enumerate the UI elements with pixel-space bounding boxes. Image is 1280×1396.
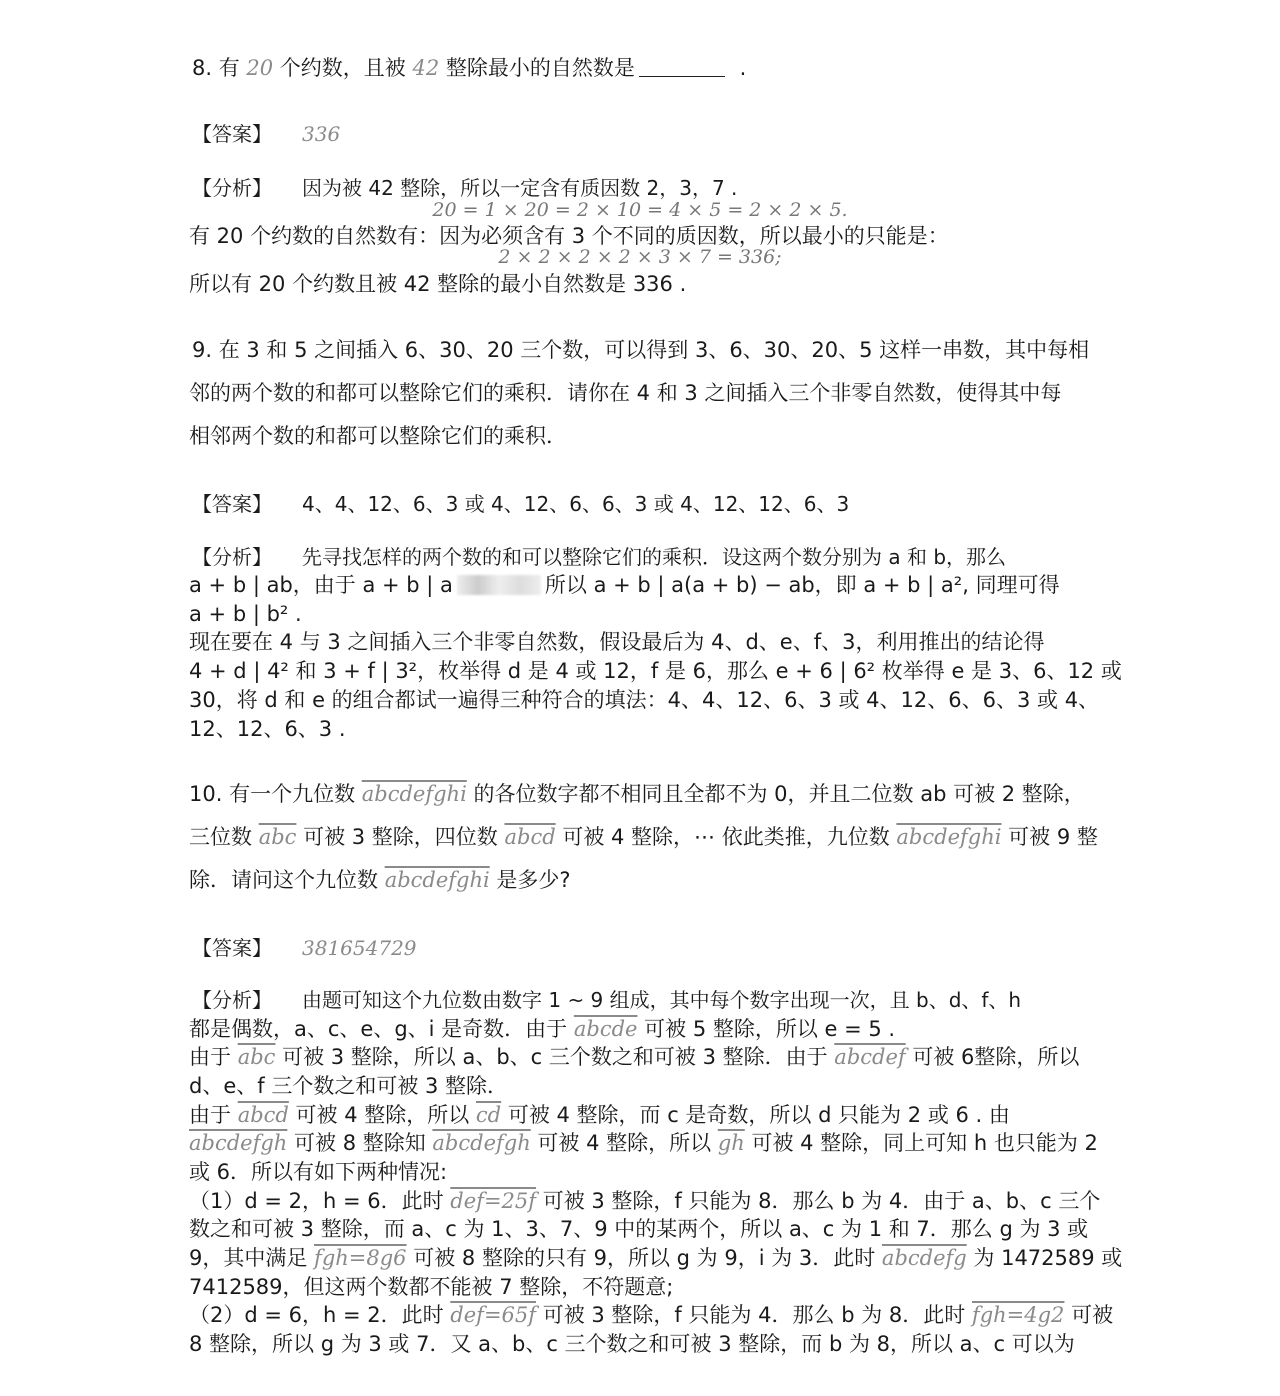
answer-label: 【答案】 xyxy=(192,122,272,146)
overlined-number: fgh=8g6 xyxy=(314,1246,407,1270)
analysis-text: 为 1472589 或 xyxy=(966,1246,1123,1270)
analysis-10-line-12 xyxy=(189,1301,1113,1329)
analysis-text: （1）d = 2，h = 6．此时 xyxy=(189,1189,451,1213)
blurred-region xyxy=(457,575,541,595)
analysis-text: a + b | ab，由于 a + b | a xyxy=(189,573,453,597)
analysis-text: 数之和可被 3 整除，而 a、c 为 1、3、7、9 中的某两个，所以 a、c 为 1 和 7．那么 g 为 3 或 xyxy=(189,1217,1089,1241)
q10-text: 可被 4 整除，⋯ 依此类推，九位数 xyxy=(555,825,897,849)
analysis-text: 可被 3 整除，所以 a、b、c 三个数之和可被 3 整除．由于 xyxy=(275,1045,835,1069)
analysis-10-line-3 xyxy=(189,1043,1079,1071)
analysis-text: 可被 5 整除，所以 e = 5 . xyxy=(637,1017,896,1041)
q8-text: 个约数，且被 xyxy=(273,56,413,80)
overlined-number: $\overline{abc}$ xyxy=(258,825,297,849)
analysis-9-line-1 xyxy=(192,543,1006,571)
q10-text: 的各位数字都不相同且全都不为 0，并且二位数 ab 可被 2 整除， xyxy=(466,782,1085,806)
answer-value: 381654729 xyxy=(302,936,417,960)
q10-text: 三位数 xyxy=(189,825,259,849)
analysis-text: 先寻找怎样的两个数的和可以整除它们的乘积．设这两个数分别为 a 和 b，那么 xyxy=(302,545,1007,569)
answer-value: 336 xyxy=(302,122,341,146)
question-9-line-1: 9. 在 3 和 5 之间插入 6、30、20 三个数，可以得到 3、6、30、20、5 这样一串数，其中每相 xyxy=(192,338,1090,362)
q10-text: 除．请问这个九位数 xyxy=(189,868,385,892)
q8-number: 20 xyxy=(246,56,274,80)
analysis-text: 8 整除，所以 g 为 3 或 7．又 a、b、c 三个数之和可被 3 整除，而 b 为 8，所以 a、c 可以为 xyxy=(189,1332,1075,1356)
analysis-text: 可被 6整除，所以 xyxy=(905,1045,1080,1069)
analysis-10-line-1 xyxy=(192,986,1021,1014)
analysis-8-line-1 xyxy=(192,174,737,202)
question-10-line-2 xyxy=(189,823,1098,851)
overlined-number: $\overline{cd}$ xyxy=(475,1103,502,1127)
analysis-10-line-8 xyxy=(189,1187,1100,1215)
q8-number: 42 xyxy=(412,56,440,80)
q8-text: 8. 有 xyxy=(192,56,247,80)
analysis-text: （2）d = 6，h = 2．此时 xyxy=(189,1303,451,1327)
overlined-number: fgh=4g2 xyxy=(971,1303,1065,1327)
analysis-text: 因为被 42 整除，所以一定含有质因数 2，3，7 . xyxy=(302,176,738,200)
analysis-label: 【分析】 xyxy=(192,176,272,200)
analysis-text: 所以有 20 个约数且被 42 整除的最小自然数是 336 . xyxy=(189,272,687,296)
answer-blank xyxy=(639,58,725,77)
analysis-text: 4 + d | 4² 和 3 + f | 3²，枚举得 d 是 4 或 12，f 是 6，那么 e + 6 | 6² 枚举得 e 是 3、6、12 或 xyxy=(189,659,1122,683)
analysis-text: d、e、f 三个数之和可被 3 整除． xyxy=(189,1074,509,1098)
equation: 2 × 2 × 2 × 2 × 3 × 7 = 336; xyxy=(498,246,782,268)
analysis-10-line-5 xyxy=(189,1101,1010,1129)
q10-text: 可被 9 整 xyxy=(1001,825,1098,849)
overlined-number: abcdefghi xyxy=(384,868,490,892)
overlined-number: abcd xyxy=(504,825,556,849)
analysis-text: 由题可知这个九位数由数字 1 ~ 9 组成，其中每个数字出现一次，且 b、d、f、h xyxy=(302,988,1022,1012)
analysis-text: 可被 4 整除，所以 xyxy=(288,1103,476,1127)
overlined-number: abcdefgh xyxy=(432,1131,531,1155)
analysis-text: 有 20 个约数的自然数有：因为必须含有 3 个不同的质因数，所以最小的只能是： xyxy=(189,224,949,248)
overlined-number: abcdefg xyxy=(881,1246,967,1270)
analysis-text: 可被 3 整除，f 只能为 8．那么 b 为 4．由于 a、b、c 三个 xyxy=(536,1189,1101,1213)
overlined-number: abcdefghi xyxy=(896,825,1002,849)
overlined-number: def=65f xyxy=(450,1303,537,1327)
analysis-text: 30，将 d 和 e 的组合都试一遍得三种符合的填法：4、4、12、6、3 或 4、12、6、6、3 或 4、 xyxy=(189,688,1100,712)
overlined-number: $\overline{abc}$ xyxy=(237,1045,276,1069)
analysis-text: 现在要在 4 与 3 之间插入三个非零自然数，假设最后为 4、d、e、f、3，利用推出的结论得 xyxy=(189,630,1045,654)
analysis-10-line-2 xyxy=(189,1015,895,1043)
q10-text: 是多少? xyxy=(489,868,571,892)
question-10-line-1 xyxy=(189,780,1085,808)
analysis-text: 由于 xyxy=(189,1103,238,1127)
answer-value: 4、4、12、6、3 或 4、12、6、6、3 或 4、12、12、6、3 xyxy=(302,492,850,516)
q10-text: 可被 3 整除，四位数 xyxy=(296,825,505,849)
analysis-text: 可被 3 整除，f 只能为 4．那么 b 为 8．此时 xyxy=(536,1303,972,1327)
answer-label: 【答案】 xyxy=(192,936,272,960)
analysis-10-line-6 xyxy=(189,1129,1098,1157)
overlined-number: abcde xyxy=(573,1017,638,1041)
analysis-text: 可被 4 整除，而 c 是奇数，所以 d 只能为 2 或 6 . 由 xyxy=(501,1103,1010,1127)
analysis-10-line-10 xyxy=(189,1244,1122,1272)
overlined-number: abcdef xyxy=(834,1045,906,1069)
equation: 20 = 1 × 20 = 2 × 10 = 4 × 5 = 2 × 2 × 5. xyxy=(432,199,848,221)
q10-text: 10. 有一个九位数 xyxy=(189,782,362,806)
analysis-label: 【分析】 xyxy=(192,988,272,1012)
analysis-9-line-2 xyxy=(189,571,1060,599)
q8-text: . xyxy=(732,56,747,80)
question-9-line-3: 相邻两个数的和都可以整除它们的乘积． xyxy=(189,424,567,448)
answer-label: 【答案】 xyxy=(192,492,272,516)
overlined-number: abcd xyxy=(237,1103,289,1127)
overlined-number: abcdefghi xyxy=(361,782,467,806)
question-10-line-3 xyxy=(189,866,571,894)
analysis-text: 由于 xyxy=(189,1045,238,1069)
question-9-line-2: 邻的两个数的和都可以整除它们的乘积．请你在 4 和 3 之间插入三个非零自然数，使得其中每 xyxy=(189,381,1062,405)
analysis-text: 可被 4 整除，同上可知 h 也只能为 2 xyxy=(744,1131,1098,1155)
analysis-text: 所以 a + b | a(a + b) − ab，即 a + b | a², 同理可得 xyxy=(544,573,1060,597)
analysis-text: 都是偶数，a、c、e、g、i 是奇数．由于 xyxy=(189,1017,574,1041)
analysis-text: 12、12、6、3 . xyxy=(189,717,346,741)
overlined-number: def=25f xyxy=(450,1189,537,1213)
analysis-text: 可被 xyxy=(1064,1303,1114,1327)
analysis-text: 可被 8 整除知 xyxy=(287,1131,433,1155)
analysis-label: 【分析】 xyxy=(192,545,272,569)
answer-9 xyxy=(192,490,849,518)
analysis-text: 9，其中满足 xyxy=(189,1246,315,1270)
question-8 xyxy=(192,54,746,82)
overlined-number: abcdefgh xyxy=(189,1131,288,1155)
analysis-text: a + b | b² . xyxy=(189,602,302,626)
overlined-number: $\overline{gh}$ xyxy=(717,1131,745,1155)
answer-8 xyxy=(192,120,340,148)
analysis-text: 7412589，但这两个数都不能被 7 整除，不符题意; xyxy=(189,1275,674,1299)
analysis-text: 可被 4 整除，所以 xyxy=(530,1131,718,1155)
analysis-text: 可被 8 整除的只有 9，所以 g 为 9，i 为 3．此时 xyxy=(406,1246,882,1270)
analysis-text: 或 6．所以有如下两种情况: xyxy=(189,1160,448,1184)
answer-10 xyxy=(192,934,417,962)
q8-text: 整除最小的自然数是 xyxy=(439,56,635,80)
